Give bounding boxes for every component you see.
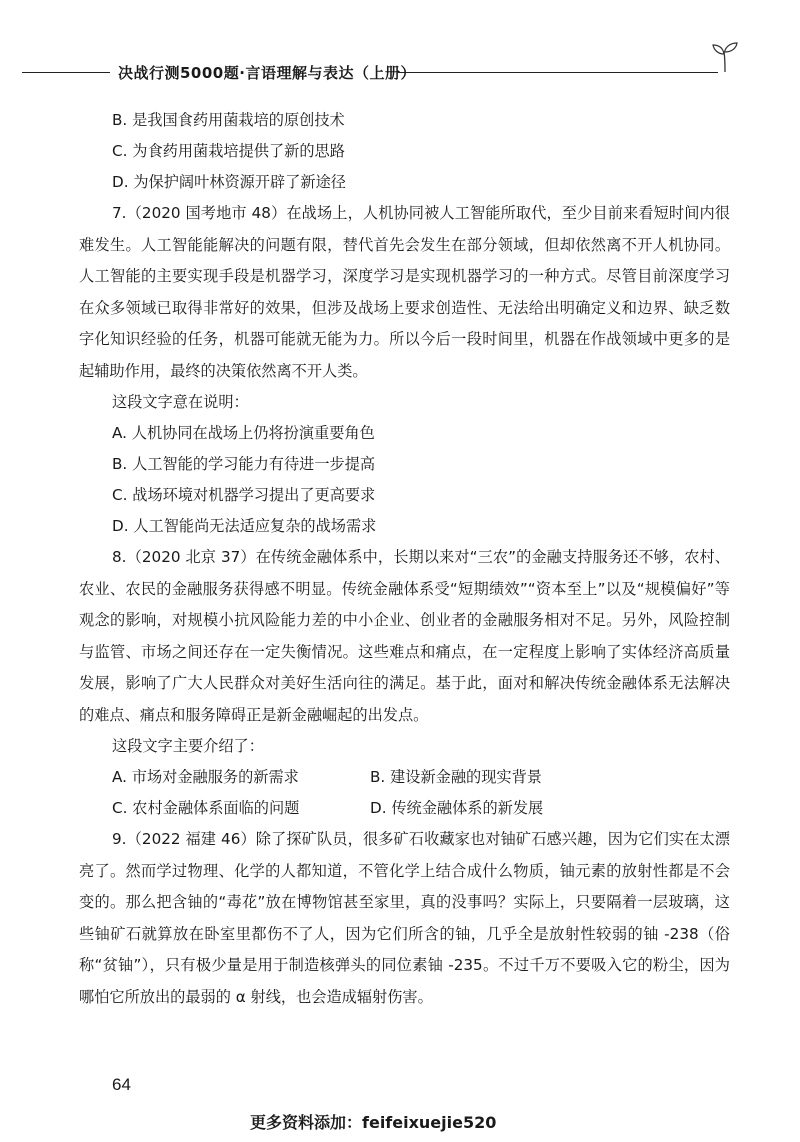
question-8-option-a: A. 市场对金融服务的新需求 bbox=[112, 768, 299, 786]
option-c: C. 为食药用菌栽培提供了新的思路 bbox=[112, 142, 345, 160]
header-rule-left bbox=[22, 72, 110, 73]
question-8-text: 8.（2020 北京 37）在传统金融体系中，长期以来对“三农”的金融支持服务还不够，农村、农业、农民的金融服务获得感不明显。传统金融体系受“短期绩效”“资本至上”以及“规模偏好”等观念的影响，对规模小抗风险能力差的中小企业、创业者的金融服务相对不足。另外，风险控制与监管、市场之间还存在一定失衡情况。这些难点和痛点，在一定程度上影响了实体经济高质量发展，影响了广大人民群众对美好生活向往的满足。基于此，面对和解决传统金融体系无法解决的难点、痛点和服务障碍正是新金融崛起的出发点。 bbox=[79, 548, 730, 724]
question-7-option-d: D. 人工智能尚无法适应复杂的战场需求 bbox=[112, 517, 377, 535]
question-8-option-b: B. 建设新金融的现实背景 bbox=[370, 768, 542, 786]
question-8-option-c: C. 农村金融体系面临的问题 bbox=[112, 799, 300, 817]
question-7-text: 7.（2020 国考地市 48）在战场上，人机协同被人工智能所取代，至少目前来看短时间内很难发生。人工智能能解决的问题有限，替代首先会发生在部分领域，但却依然离不开人机协同。人工智能的主要实现手段是机器学习，深度学习是实现机器学习的一种方式。尽管目前深度学习在众多领域已取得非常好的效果，但涉及战场上要求创造性、无法给出明确定义和边界、缺乏数字化知识经验的任务，机器可能就无能为力。所以今后一段时间里，机器在作战领域中更多的是起辅助作用，最终的决策依然离不开人类。 bbox=[79, 204, 730, 380]
question-8-prompt: 这段文字主要介绍了： bbox=[112, 737, 264, 755]
option-b: B. 是我国食药用菌栽培的原创技术 bbox=[112, 111, 345, 129]
question-8-option-d: D. 传统金融体系的新发展 bbox=[370, 799, 544, 817]
question-7-option-b: B. 人工智能的学习能力有待进一步提高 bbox=[112, 455, 376, 473]
option-d: D. 为保护阔叶林资源开辟了新途径 bbox=[112, 173, 346, 191]
question-8-options-row-2 bbox=[112, 793, 732, 824]
page-number: 64 bbox=[112, 1075, 131, 1094]
running-header bbox=[22, 60, 742, 86]
page-content bbox=[79, 105, 732, 1013]
question-7-option-a: A. 人机协同在战场上仍将扮演重要角色 bbox=[112, 424, 375, 442]
question-9-text: 9.（2022 福建 46）除了探矿队员，很多矿石收藏家也对铀矿石感兴趣，因为它们实在太漂亮了。然而学过物理、化学的人都知道，不管化学上结合成什么物质，铀元素的放射性都是不会变的。那么把含铀的“毒花”放在博物馆甚至家里，真的没事吗？实际上，只要隔着一层玻璃，这些铀矿石就算放在卧室里都伤不了人，因为它们所含的铀，几乎全是放射性较弱的铀 -238（俗称“贫铀”），只有极少量是用于制造核弹头的同位素铀 -235。不过千万不要吸入它的粉尘，因为哪怕它所放出的最弱的 α 射线，也会造成辐射伤害。 bbox=[79, 830, 730, 1006]
question-8-options-row-1 bbox=[112, 762, 732, 793]
header-rule-right bbox=[398, 72, 718, 73]
footer-note: 更多资料添加：feifeixuejie520 bbox=[250, 1113, 497, 1132]
header-title: 决战行测5000题·言语理解与表达（上册） bbox=[118, 64, 416, 82]
sprout-icon bbox=[708, 40, 742, 74]
question-7-prompt: 这段文字意在说明： bbox=[112, 393, 249, 411]
question-7-option-c: C. 战场环境对机器学习提出了更高要求 bbox=[112, 486, 376, 504]
